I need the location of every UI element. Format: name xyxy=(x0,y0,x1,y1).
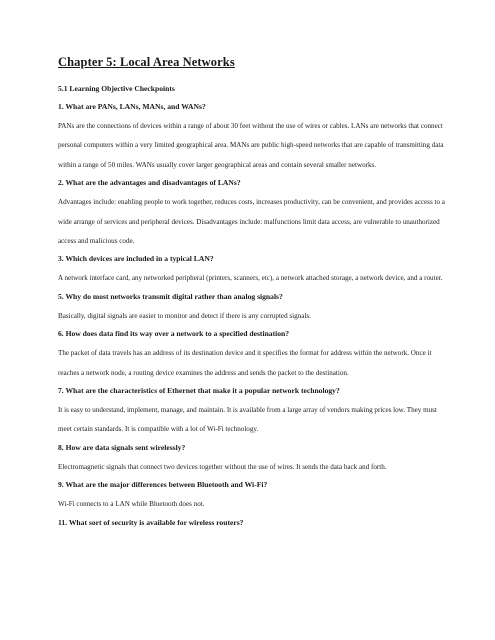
qa-item-11 xyxy=(58,518,447,528)
answer-7: It is easy to understand, implement, manage, and maintain. It is available from a large array of vendors making prices low. They must meet certain standards. It is compatible with a lot of Wi-Fi technology. xyxy=(58,406,437,434)
answer-1: PANs are the connections of devices within a range of about 30 feet without the use of wires or cables. LANs are networks that connect personal computers within a very limited geographical area. MANs are public high-speed networks that are capable of transmitting data within a range of 50 miles. WANs usually cover larger geographical areas and contain several smaller networks. xyxy=(58,122,444,169)
question-2: 2. What are the advantages and disadvantages of LANs? xyxy=(58,178,241,188)
question-1: 1. What are PANs, LANs, MANs, and WANs? xyxy=(58,102,206,111)
qa-item-5 xyxy=(58,292,447,326)
qa-item-1 xyxy=(58,102,447,175)
answer-9: Wi-Fi connects to a LAN while Bluetooth does not. xyxy=(58,500,205,509)
question-6: 6. How does data find its way over a network to a specified destination? xyxy=(58,329,290,339)
question-3: 3. Which devices are included in a typical LAN? xyxy=(58,254,214,264)
question-7: 7. What are the characteristics of Ethernet that make it a popular network technology? xyxy=(58,386,340,396)
answer-2: Advantages include: enabling people to work together, reduces costs, increases productivity, can be convenient, and provides access to a wide arrange of services and peripheral devices. Disadvantages include: malfunctions limit data access, are vulnerable to unauthorized access and malicious code. xyxy=(58,198,445,246)
chapter-title: Chapter 5: Local Area Networks xyxy=(58,55,235,69)
answer-3: A network interface card, any networked peripheral (printers, scanners, etc), a network attached storage, a network device, and a router. xyxy=(58,274,443,283)
qa-item-8 xyxy=(58,443,447,477)
question-5: 5. Why do most networks transmit digital rather than analog signals? xyxy=(58,291,283,301)
question-11: 11. What sort of security is available for wireless routers? xyxy=(58,517,244,527)
answer-6: The packet of data travels has an address of its destination device and it specifies the format for address within the network. Once it reaches a network node, a routing device examines the address and sends the packet to the destination. xyxy=(58,349,432,377)
question-8: 8. How are data signals sent wirelessly? xyxy=(58,442,186,452)
qa-item-3 xyxy=(58,254,447,288)
qa-item-2 xyxy=(58,178,447,251)
qa-item-7 xyxy=(58,386,447,440)
qa-item-9 xyxy=(58,480,447,514)
section-title: 5.1 Learning Objective Checkpoints xyxy=(58,84,175,93)
qa-item-6 xyxy=(58,329,447,383)
answer-8: Electromagnetic signals that connect two devices together without the use of wires. It sends the data back and forth. xyxy=(58,462,387,471)
answer-5: Basically, digital signals are easier to monitor and detect if there is any corrupted signals. xyxy=(58,311,311,320)
question-9: 9. What are the major differences between Bluetooth and Wi-Fi? xyxy=(58,480,268,490)
